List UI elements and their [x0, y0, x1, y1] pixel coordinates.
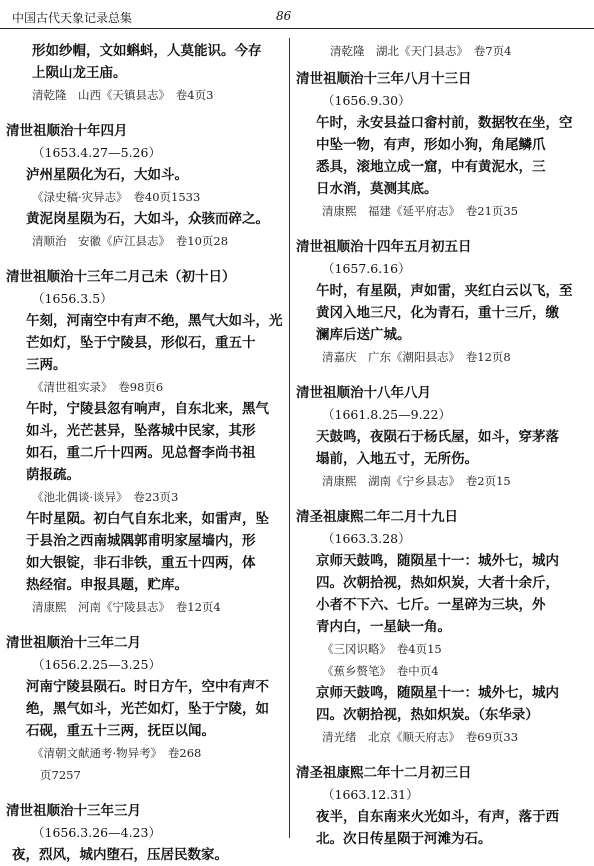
entry-heading: 清圣祖康熙二年二月十九日	[296, 509, 458, 525]
source-citation: 《蕉乡赘笔》 卷中页4	[322, 664, 439, 678]
entry-heading: 清世祖顺治十四年五月初五日	[296, 239, 472, 255]
record-text: 夜半，自东南来火光如斗，有声，落于西 北。次日传星陨于河滩为石。	[316, 809, 559, 847]
record-text: 京师天鼓鸣，随陨星十一：城外七，城内 四。次朝拾视，热如炽炭。（东华录）	[316, 685, 559, 723]
source-citation: 《三冈识略》 卷4页15	[322, 642, 442, 656]
source-citation: 清光绪 北京《顺天府志》 卷69页33	[322, 730, 519, 744]
entry-block	[296, 382, 588, 492]
entry-date: （1656.9.30）	[322, 93, 411, 108]
entry-block	[296, 506, 588, 748]
record-text: 午刻，河南空中有声不绝，黑气大如斗，光 芒如灯，坠于宁陵县，形似石，重五十 三两。	[26, 313, 283, 373]
entry-heading: 清世祖顺治十三年二月己未（初十日）	[6, 269, 236, 285]
entry-heading: 清世祖顺治十三年二月	[6, 635, 141, 651]
record-text: 夜，烈风，城内堕石，压居民数家。	[12, 847, 228, 863]
source-citation: 《清朝文献通考·物异考》 卷268	[32, 746, 202, 760]
source-citation: 《池北偶谈·谈异》 卷23页3	[32, 490, 179, 504]
source-citation-cont: 页7257	[40, 768, 81, 782]
right-column	[296, 40, 588, 850]
entry-heading: 清世祖顺治十三年八月十三日	[296, 71, 472, 87]
entry-block	[6, 120, 283, 252]
source-citation: 清康熙 福建《延平府志》 卷21页35	[322, 204, 519, 218]
record-text: 泸州星陨化为石，大如斗。	[26, 167, 188, 183]
entry-date: （1656.3.5）	[32, 291, 113, 306]
record-text: 午时，宁陵县忽有响声，自东北来，黑气 如斗，光芒甚异，坠落城中民家，其形 如石，重二斤十四两。见总督李尚书祖 荫报疏。	[26, 401, 269, 483]
source-citation: 清顺治 安徽《庐江县志》 卷10页28	[32, 234, 229, 248]
entry-block	[296, 762, 588, 850]
source-citation: 清康熙 湖南《宁乡县志》 卷2页15	[322, 474, 511, 488]
entry-block	[6, 266, 283, 618]
entry-date: （1661.8.25—9.22）	[322, 407, 451, 422]
entry-heading: 清世祖顺治十三年三月	[6, 803, 141, 819]
entry-block	[296, 236, 588, 368]
entry-date: （1663.12.31）	[322, 787, 419, 802]
source-citation: 《渌史稿·灾异志》 卷40页1533	[32, 190, 201, 204]
page-number: 86	[276, 9, 292, 23]
entry-block	[6, 632, 283, 786]
record-text: 河南宁陵县陨石。时日方午，空中有声不 绝，黑气如斗，光芒如灯，坠于宁陵，如 石砚，重五十三两，抚臣以闻。	[26, 679, 269, 739]
source-citation: 《清世祖实录》 卷98页6	[32, 380, 164, 394]
entry-heading: 清圣祖康熙二年十二月初三日	[296, 765, 472, 781]
source-citation: 清乾隆 山西《天镇县志》 卷4页3	[32, 88, 214, 102]
record-text: 天鼓鸣，夜陨石于杨氏屋，如斗，穿茅落 塌前，入地五寸，无所伤。	[316, 429, 559, 467]
record-text: 黄泥岗星陨为石，大如斗，众骇而碎之。	[26, 211, 269, 227]
page-header	[0, 6, 594, 29]
record-text: 形如纱帽，文如蝌蚪，人莫能识。今存 上陨山龙王庙。	[32, 43, 262, 81]
entry-date: （1656.2.25—3.25）	[32, 657, 161, 672]
book-title: 中国古代天象记录总集	[12, 11, 133, 25]
entry-date: （1656.3.26—4.23）	[32, 825, 161, 840]
entry-date: （1653.4.27—5.26）	[32, 145, 161, 160]
record-text: 午时星陨。初白气自东北来，如雷声，坠 于县治之西南城隅郭甫明家屋墙内，形 如大银锭，非石非铁，重五十四两，体 热经宿。申报具题，贮库。	[26, 511, 269, 593]
left-column	[6, 40, 283, 866]
entry-date: （1657.6.16）	[322, 261, 411, 276]
record-text: 午时，永安县益口畲村前，数据牧在坐，空 中坠一物，有声，形如小狗，角尾鳞爪 悉具，滚地立成一窟，中有黄泥水，三 日水消，莫测其底。	[316, 115, 573, 197]
entry-heading: 清世祖顺治十年四月	[6, 123, 128, 139]
entry-heading: 清世祖顺治十八年八月	[296, 385, 431, 401]
source-citation: 清康熙 河南《宁陵县志》 卷12页4	[32, 600, 221, 614]
source-citation: 清乾隆 湖北《天门县志》 卷7页4	[330, 44, 512, 58]
record-text: 午时，有星陨，声如雷，夹红白云以飞，至 黄冈入地三尺，化为青石，重十三斤，缴 澜库后送广城。	[316, 283, 573, 343]
column-divider	[289, 38, 290, 838]
entry-block	[6, 800, 283, 866]
record-text: 京师天鼓鸣，随陨星十一：城外七，城内 四。次朝拾视，热如炽炭，大者十余斤， 小者不下六、七斤。一星碎为三块，外 青内白，一星缺一角。	[316, 553, 559, 635]
source-citation: 清嘉庆 广东《潮阳县志》 卷12页8	[322, 350, 511, 364]
entry-date: （1663.3.28）	[322, 531, 411, 546]
entry-block	[296, 68, 588, 222]
